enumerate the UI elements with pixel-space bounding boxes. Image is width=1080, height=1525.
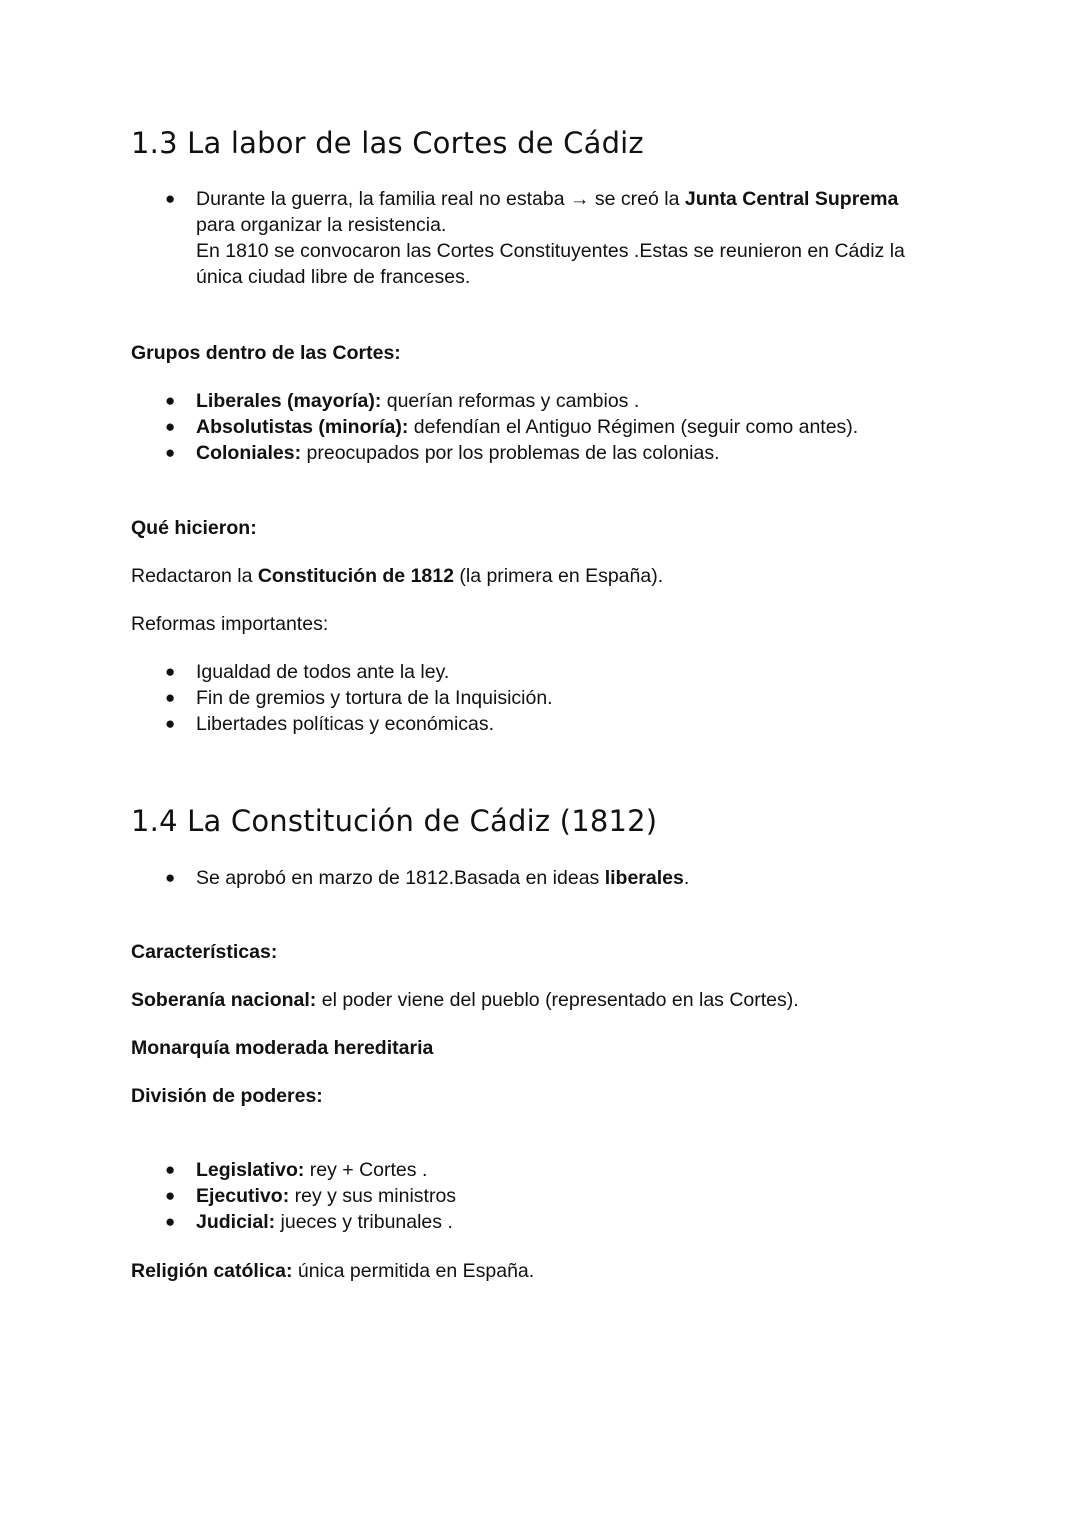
intro-line-3: En 1810 se convocaron las Cortes Constituyentes .Estas se reunieron en Cádiz la [196,240,905,262]
bullet-dot: ● [165,662,176,681]
bullet-dot: ● [165,714,176,733]
bullet-dot: ● [165,688,176,707]
bullet-dot: ● [165,189,176,208]
what-paragraph: Redactaron la Constitución de 1812 (la primera en España). [131,565,664,587]
power-item: Legislativo: rey + Cortes . [196,1159,428,1181]
bullet-dot: ● [165,417,176,436]
bullet-dot: ● [165,1160,176,1179]
intro-line-2: para organizar la resistencia. [196,214,447,236]
powers-heading: División de poderes: [131,1085,323,1107]
bullet-dot: ● [165,391,176,410]
constitution-intro: Se aprobó en marzo de 1812.Basada en ideas liberales. [196,867,690,889]
reform-item: Libertades políticas y económicas. [196,713,495,735]
features-heading: Características: [131,941,278,963]
reforms-heading: Reformas importantes: [131,613,329,635]
bullet-dot: ● [165,1212,176,1231]
group-item: Liberales (mayoría): querían reformas y cambios . [196,390,640,412]
bullet-dot: ● [165,443,176,462]
sovereignty-line: Soberanía nacional: el poder viene del pueblo (representado en las Cortes). [131,989,799,1011]
monarchy-line: Monarquía moderada hereditaria [131,1037,434,1059]
religion-line: Religión católica: única permitida en España. [131,1260,535,1282]
group-item: Absolutistas (minoría): defendían el Antiguo Régimen (seguir como antes). [196,416,859,438]
bullet-dot: ● [165,868,176,887]
power-item: Judicial: jueces y tribunales . [196,1211,453,1233]
intro-line-1: Durante la guerra, la familia real no estaba → se creó la Junta Central Suprema [196,188,899,210]
section-title-constitucion: 1.4 La Constitución de Cádiz (1812) [131,804,658,838]
intro-line-4: única ciudad libre de franceses. [196,266,471,288]
bullet-dot: ● [165,1186,176,1205]
reform-item: Fin de gremios y tortura de la Inquisición. [196,687,553,709]
power-item: Ejecutivo: rey y sus ministros [196,1185,457,1207]
group-item: Coloniales: preocupados por los problemas de las colonias. [196,442,720,464]
reform-item: Igualdad de todos ante la ley. [196,661,450,683]
section-title-cortes: 1.3 La labor de las Cortes de Cádiz [131,126,644,160]
what-heading: Qué hicieron: [131,517,257,539]
groups-heading: Grupos dentro de las Cortes: [131,342,401,364]
